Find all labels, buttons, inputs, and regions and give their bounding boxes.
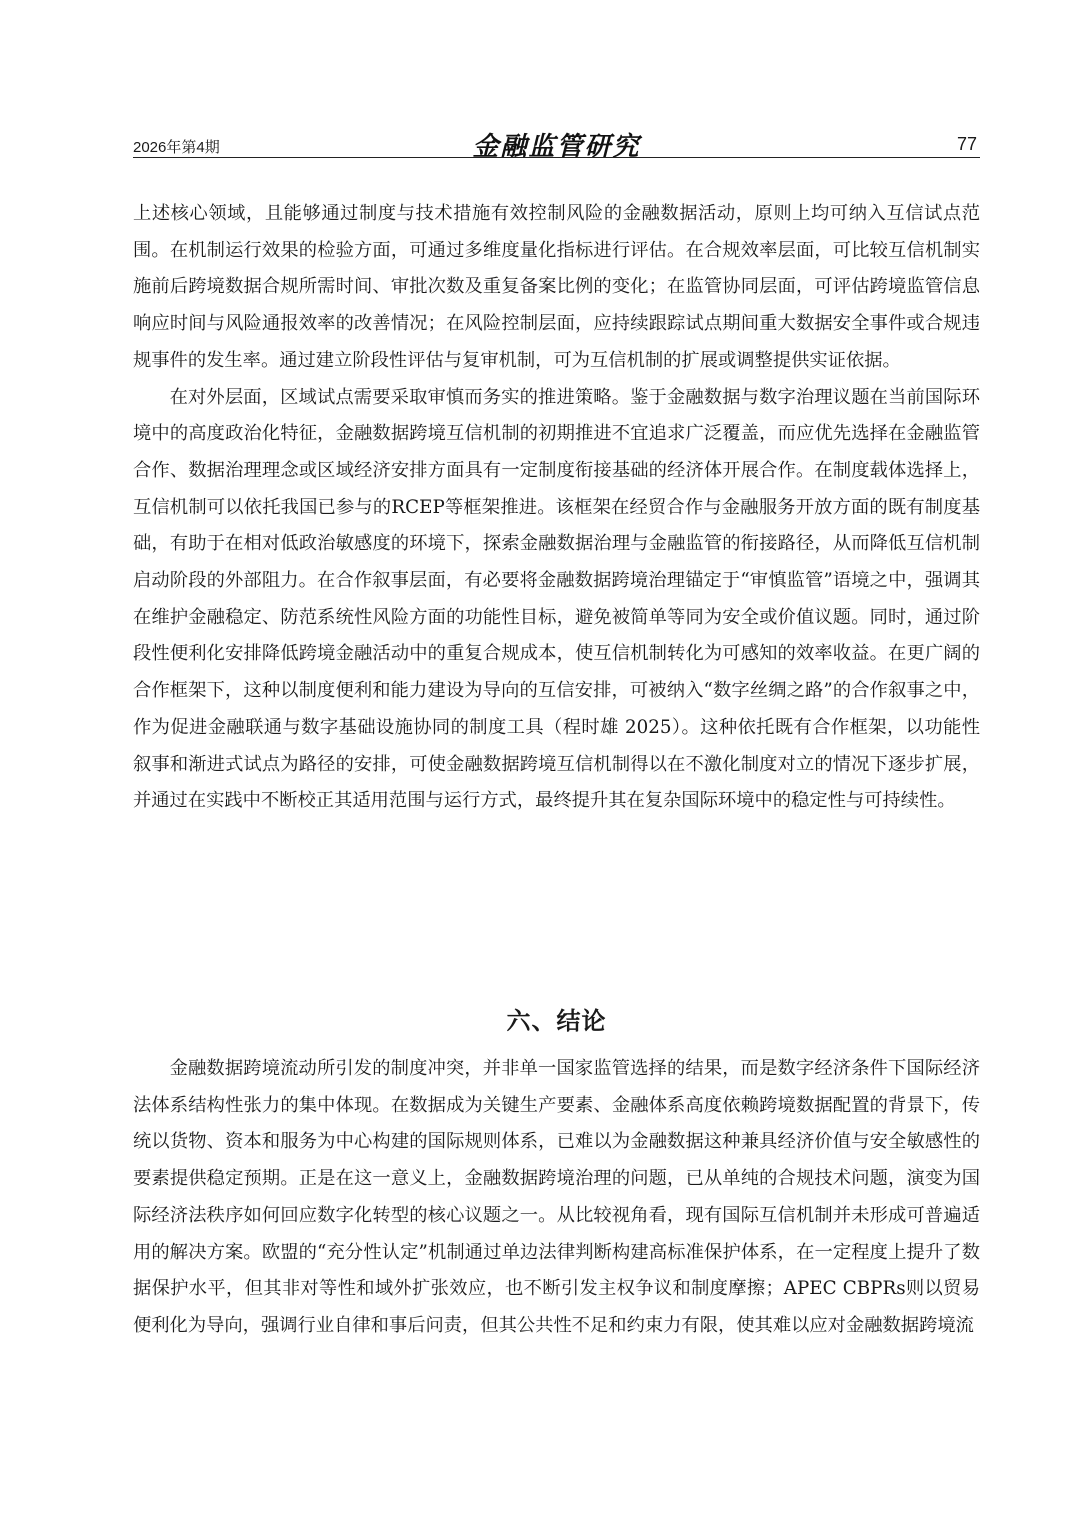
body-text xyxy=(133,196,980,820)
journal-title: 金融监管研究 xyxy=(472,132,641,162)
issue-label: 2026年第4期 xyxy=(133,139,220,156)
paragraph-continued: 上述核心领域，且能够通过制度与技术措施有效控制风险的金融数据活动，原则上均可纳入互信试点范围。在机制运行效果的检验方面，可通过多维度量化指标进行评估。在合规效率层面，可比较互信机制实施前后跨境数据合规所需时间、审批次数及重复备案比例的变化；在监管协同层面，可评估跨境监管信息响应时间与风险通报效率的改善情况；在风险控制层面，应持续跟踪试点期间重大数据安全事件或合规违规事件的发生率。通过建立阶段性评估与复审机制，可为互信机制的扩展或调整提供实证依据。 xyxy=(133,203,980,371)
page-number: 77 xyxy=(956,134,977,154)
header-rule xyxy=(133,157,980,158)
paragraph: 金融数据跨境流动所引发的制度冲突，并非单一国家监管选择的结果，而是数字经济条件下国际经济法体系结构性张力的集中体现。在数据成为关键生产要素、金融体系高度依赖跨境数据配置的背景下，传统以货物、资本和服务为中心构建的国际规则体系，已难以为金融数据这种兼具经济价值与安全敏感性的要素提供稳定预期。正是在这一意义上，金融数据跨境治理的问题，已从单纯的合规技术问题，演变为国际经济法秩序如何回应数字化转型的核心议题之一。从比较视角看，现有国际互信机制并未形成可普遍适用的解决方案。欧盟的“充分性认定”机制通过单边法律判断构建高标准保护体系，在一定程度上提升了数据保护水平，但其非对等性和域外扩张效应，也不断引发主权争议和制度摩擦；APEC CBPRs则以贸易便利化为导向，强调行业自律和事后问责，但其公共性不足和约束力有限，使其难以应对金融数据跨境流 xyxy=(133,1058,980,1336)
section-heading: 六、结论 xyxy=(506,1007,607,1035)
paragraph: 在对外层面，区域试点需要采取审慎而务实的推进策略。鉴于金融数据与数字治理议题在当前国际环境中的高度政治化特征，金融数据跨境互信机制的初期推进不宜追求广泛覆盖，而应优先选择在金融监管合作、数据治理理念或区域经济安排方面具有一定制度衔接基础的经济体开展合作。在制度载体选择上，互信机制可以依托我国已参与的RCEP等框架推进。该框架在经贸合作与金融服务开放方面的既有制度基础，有助于在相对低政治敏感度的环境下，探索金融数据治理与金融监管的衔接路径，从而降低互信机制启动阶段的外部阻力。在合作叙事层面，有必要将金融数据跨境治理锚定于“审慎监管”语境之中，强调其在维护金融稳定、防范系统性风险方面的功能性目标，避免被简单等同为安全或价值议题。同时，通过阶段性便利化安排降低跨境金融活动中的重复合规成本，使互信机制转化为可感知的效率收益。在更广阔的合作框架下，这种以制度便利和能力建设为导向的互信安排，可被纳入“数字丝绸之路”的合作叙事之中，作为促进金融联通与数字基础设施协同的制度工具（程时雄 2025）。这种依托既有合作框架，以功能性叙事和渐进式试点为路径的安排，可使金融数据跨境互信机制得以在不激化制度对立的情况下逐步扩展，并通过在实践中不断校正其适用范围与运行方式，最终提升其在复杂国际环境中的稳定性与可持续性。 xyxy=(133,386,980,812)
running-header xyxy=(133,124,980,162)
conclusion-text xyxy=(133,1051,980,1345)
